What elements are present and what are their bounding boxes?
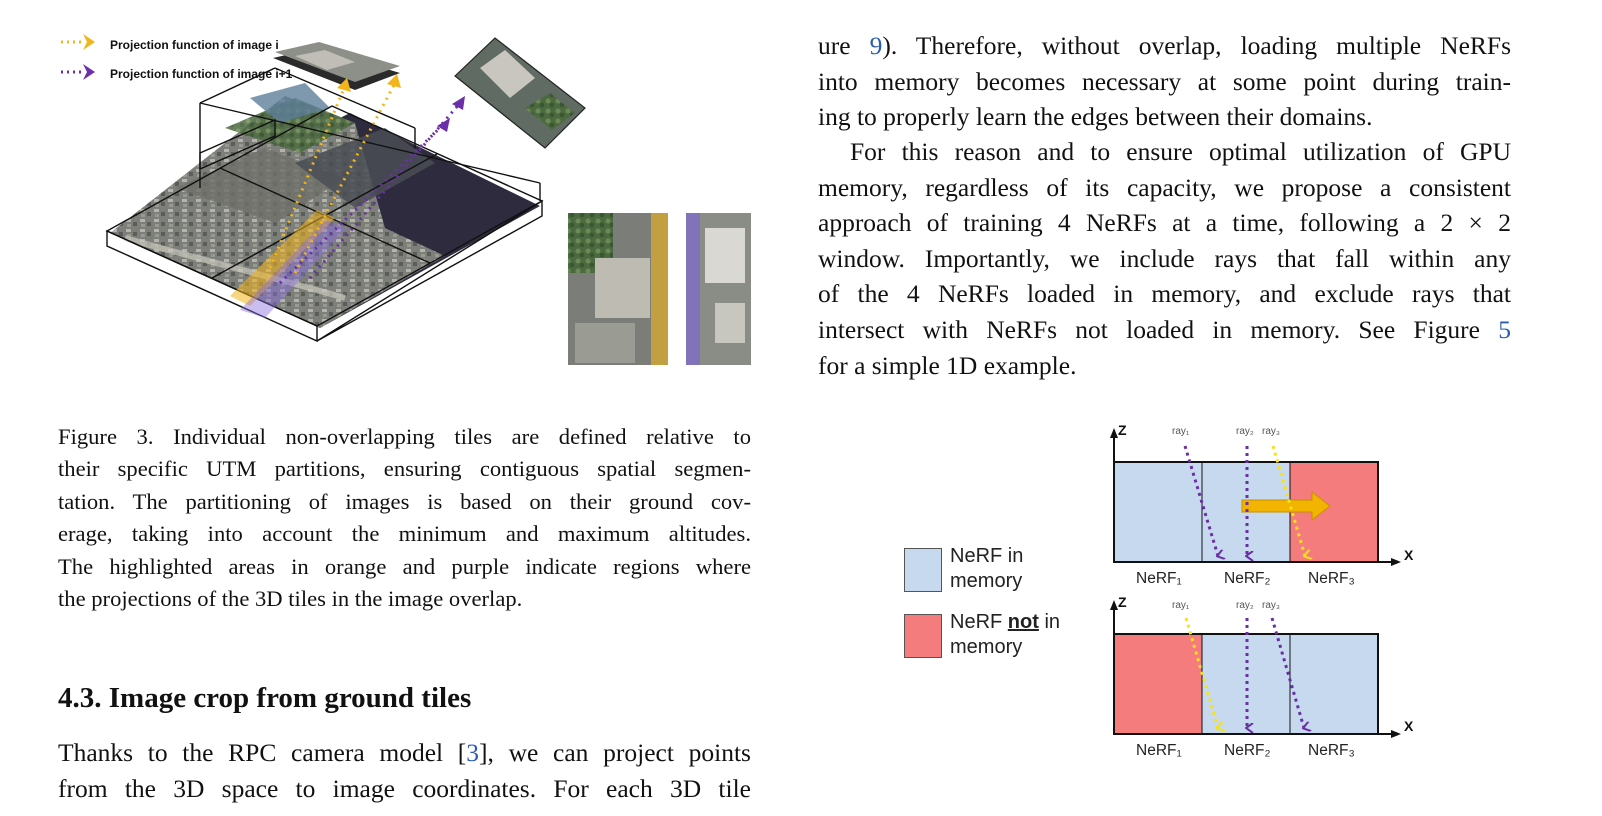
legend-label-image-i: Projection function of image i xyxy=(110,38,279,52)
figure-5 xyxy=(890,420,1430,780)
right-column-paragraph-1 xyxy=(818,28,1511,135)
figure-3 xyxy=(55,28,765,378)
axis-label-x: X xyxy=(1404,718,1414,734)
nerf-label: NeRF₂ xyxy=(1224,742,1271,759)
ray-label: ray₂ xyxy=(1236,600,1254,611)
caption-line: tation. The partitioning of images is based on their ground cov- xyxy=(58,488,751,514)
legend-label-image-i-plus-1: Projection function of image i+1 xyxy=(110,67,293,81)
paragraph-line: Thanks to the RPC camera model [3], we can project points xyxy=(58,738,751,767)
figure-3-caption xyxy=(58,421,751,615)
nerf-label: NeRF₂ xyxy=(1224,570,1271,587)
projected-image-i-plus-1 xyxy=(455,38,585,148)
nerf-label: NeRF₁ xyxy=(1136,742,1182,759)
caption-line: The highlighted areas in orange and purple indicate regions where xyxy=(58,553,751,579)
paragraph-line: of the 4 NeRFs loaded in memory, and exclude rays that xyxy=(818,279,1511,309)
projected-image-i xyxy=(273,42,400,90)
axis-label-z: Z xyxy=(1118,422,1127,438)
caption-line: the projections of the 3D tiles in the image overlap. xyxy=(58,586,523,612)
ray-label: ray₃ xyxy=(1262,426,1280,437)
axis-label-z: Z xyxy=(1118,594,1127,610)
cropped-image-patch-purple xyxy=(686,213,751,365)
paragraph-line: memory, regardless of its capacity, we propose a consistent xyxy=(818,172,1511,202)
figure-link[interactable]: 9 xyxy=(869,31,883,60)
figure-link[interactable]: 5 xyxy=(1498,314,1511,344)
section-paragraph xyxy=(58,735,751,806)
caption-line: Figure 3. Individual non-overlapping tiles are defined relative to xyxy=(58,424,751,449)
paragraph-line: ure 9). Therefore, without overlap, loading multiple NeRFs xyxy=(818,31,1511,60)
paragraph-line: for a simple 1D example. xyxy=(818,350,1077,380)
paragraph-line: approach of training 4 NeRFs at a time, following a 2 × 2 xyxy=(818,208,1511,238)
cropped-image-patch-orange xyxy=(568,213,668,365)
diagram-top xyxy=(1110,428,1401,566)
nerf-ray-diagram xyxy=(1090,420,1420,780)
nerf-cell-not-in-memory xyxy=(1114,634,1202,734)
legend-label-not-in-memory: NeRF not in memory xyxy=(950,611,1061,658)
nerf-label: NeRF₃ xyxy=(1308,570,1355,587)
paragraph-line: into memory becomes necessary at some point during train- xyxy=(818,66,1511,96)
paragraph-line: from the 3D space to image coordinates. For each 3D tile xyxy=(58,773,751,803)
paragraph-line: For this reason and to ensure optimal utilization of GPU xyxy=(850,137,1511,166)
paragraph-line: window. Importantly, we include rays that fall within any xyxy=(818,243,1511,273)
right-column-paragraph-2 xyxy=(818,134,1511,383)
caption-line: erage, taking into account the minimum and maximum altitudes. xyxy=(58,521,751,547)
ray-label: ray₁ xyxy=(1172,426,1190,437)
nerf-cell-in-memory xyxy=(1290,634,1378,734)
nerf-label: NeRF₁ xyxy=(1136,570,1182,587)
legend-swatch-not-in-memory xyxy=(904,614,942,658)
legend-label-in-memory: NeRF in memory xyxy=(950,545,1024,592)
paragraph-line: ing to properly learn the edges between their domains. xyxy=(818,102,1373,132)
citation-link[interactable]: 3 xyxy=(466,738,480,767)
caption-line: their specific UTM partitions, ensuring contiguous spatial segmen- xyxy=(58,456,751,482)
section-heading: 4.3. Image crop from ground tiles xyxy=(58,682,472,714)
ray-label: ray₃ xyxy=(1262,600,1280,611)
ray-label: ray₁ xyxy=(1172,600,1190,611)
paragraph-line: intersect with NeRFs not loaded in memory. See Figure 5 xyxy=(818,314,1511,344)
ground-tiles-slab xyxy=(107,68,542,341)
legend-swatch-in-memory xyxy=(904,548,942,592)
nerf-cell-in-memory xyxy=(1114,462,1202,562)
axis-label-x: X xyxy=(1404,547,1414,563)
nerf-label: NeRF₃ xyxy=(1308,742,1355,759)
ray-label: ray₂ xyxy=(1236,426,1254,437)
projection-legend xyxy=(61,34,95,80)
diagram-bottom xyxy=(1110,600,1401,738)
